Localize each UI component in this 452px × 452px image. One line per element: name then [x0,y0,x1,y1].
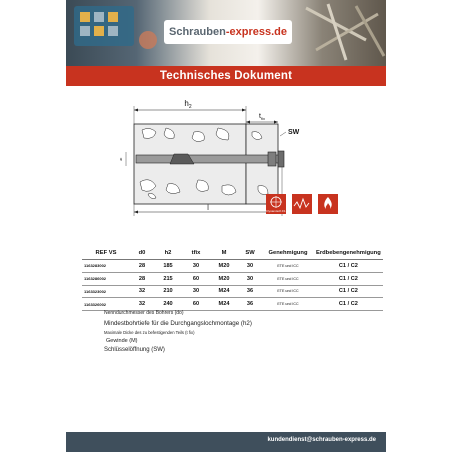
h2-dimension [134,99,246,124]
col-seismic: Erdbebengenehmigung [314,247,383,260]
col-ref: REF VS [82,247,130,260]
col-d0: d0 [130,247,154,260]
legend-item: Gewinde (M) [106,338,138,344]
table-header-row [82,247,383,260]
dynamic-load-icon: Dynamisch F1 [266,194,286,214]
table-row: 1163286002 28 215 60 M20 30 ETE und ICC C1 / C2 [82,272,383,285]
fire-icon [318,194,338,214]
table-row: 1163323002 32 210 30 M24 36 ETE und ICC C1 / C2 [82,285,383,298]
table-row: 1163326002 32 240 60 M24 36 ETE und ICC C1 / C2 [82,298,383,311]
brand-logo[interactable]: Schrauben -express.de [164,20,292,44]
tfix-dimension [246,113,278,124]
table-row: 1163283002 28 185 30 M20 30 ETE und ICC C1 / C2 [82,260,383,273]
document-title: Technisches Dokument [159,70,293,82]
document-page [66,0,386,452]
col-approval: Genehmigung [262,247,314,260]
certification-icons [266,194,338,214]
document-title-banner [66,66,386,86]
legend-item: Maximale Dicke des zu befestigenden Teils (t fix) [104,330,195,335]
col-h2: h2 [154,247,182,260]
col-tfix: tfix [182,247,210,260]
h2-label: h [184,99,189,108]
legend-item: Nenndurchmesser des Bohrers (do) [104,310,184,316]
l-label: l [207,205,209,212]
specification-table [82,247,383,311]
svg-text:h2: $h_2$ [184,99,192,110]
col-sw: SW [238,247,262,260]
svg-text:d0: d0 [119,157,123,161]
legend-item: Mindestbohrtiefe für die Durchgangslochmontage (h2) [104,320,252,327]
legend-item: Schlüsselöffnung (SW) [104,347,165,353]
svg-text:tfix: $t_{fix}$ [259,113,265,121]
col-m: M [210,247,238,260]
footer-bar [66,432,386,452]
tfix-label: t [259,113,261,120]
support-email-link[interactable]: kundendienst@schrauben-express.de [267,437,376,443]
header-photo-banner [66,0,386,66]
earthquake-icon [292,194,312,214]
sw-label: SW [288,129,300,136]
